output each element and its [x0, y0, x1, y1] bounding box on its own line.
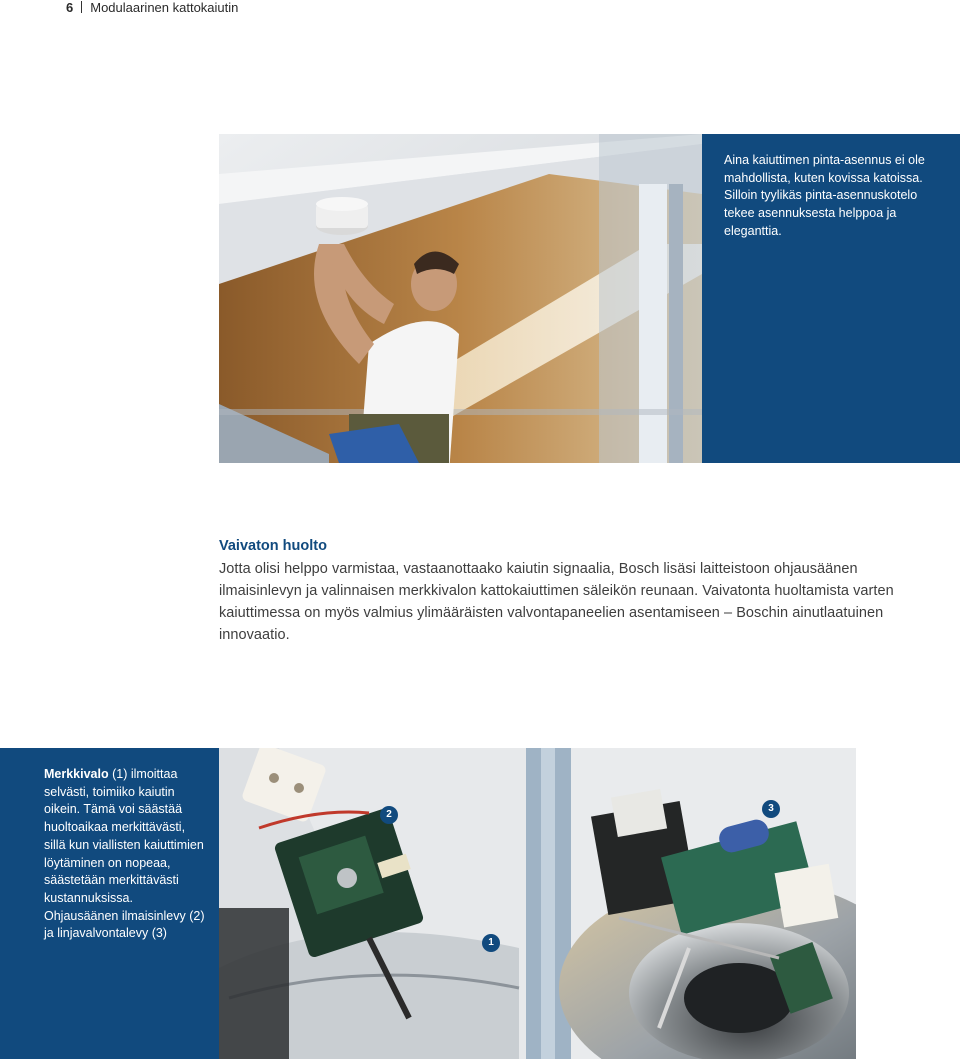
section-body: Jotta olisi helppo varmistaa, vastaanottaako kaiutin signaalia, Bosch lisäsi laitteistoon ohjausäänen ilmaisinlevyn ja valinnaisen merkkivalon kattokaiuttimen säleikön reunaan. Vaivatonta huoltamista varten kaiuttimessa on myös valmius ylimääräisten valvontapaneelien asentamiseen – Boschin ainutlaatuinen innovaatio.: [219, 561, 894, 643]
page-header: [66, 0, 238, 16]
header-divider: [81, 1, 82, 13]
section-heading: Vaivaton huolto: [219, 538, 327, 554]
bottom-caption-panel: [0, 748, 219, 1059]
maintenance-section: [219, 536, 939, 646]
marker-3: 3: [762, 800, 780, 818]
top-caption-panel: [702, 134, 960, 463]
top-caption: Aina kaiuttimen pinta-asennus ei ole mahdollista, kuten kovissa katoissa. Silloin tyylikäs pinta-asennuskotelo tekee asennuksesta helppoa ja eleganttia.: [724, 153, 925, 238]
marker-2: 2: [380, 806, 398, 824]
bottom-caption: [44, 766, 209, 943]
caption-bold-term: Merkkivalo: [44, 767, 109, 781]
header-title: Modulaarinen kattokaiutin: [90, 0, 239, 15]
caption-text: (1) ilmoittaa selvästi, toimiiko kaiutin oikein. Tämä voi säästää huoltoaikaa merkittävästi, sillä kun viallisten kaiuttimien löytäminen on nopeaa, säästetään merkittävästi kustannuksissa. Ohjausäänen ilmaisinlevy (2) ja linjavalvontalevy (3): [44, 767, 205, 941]
marker-1: 1: [482, 934, 500, 952]
page-number: 6: [66, 0, 74, 15]
installation-photo: [219, 134, 702, 463]
circuit-boards-photo: [219, 748, 856, 1059]
